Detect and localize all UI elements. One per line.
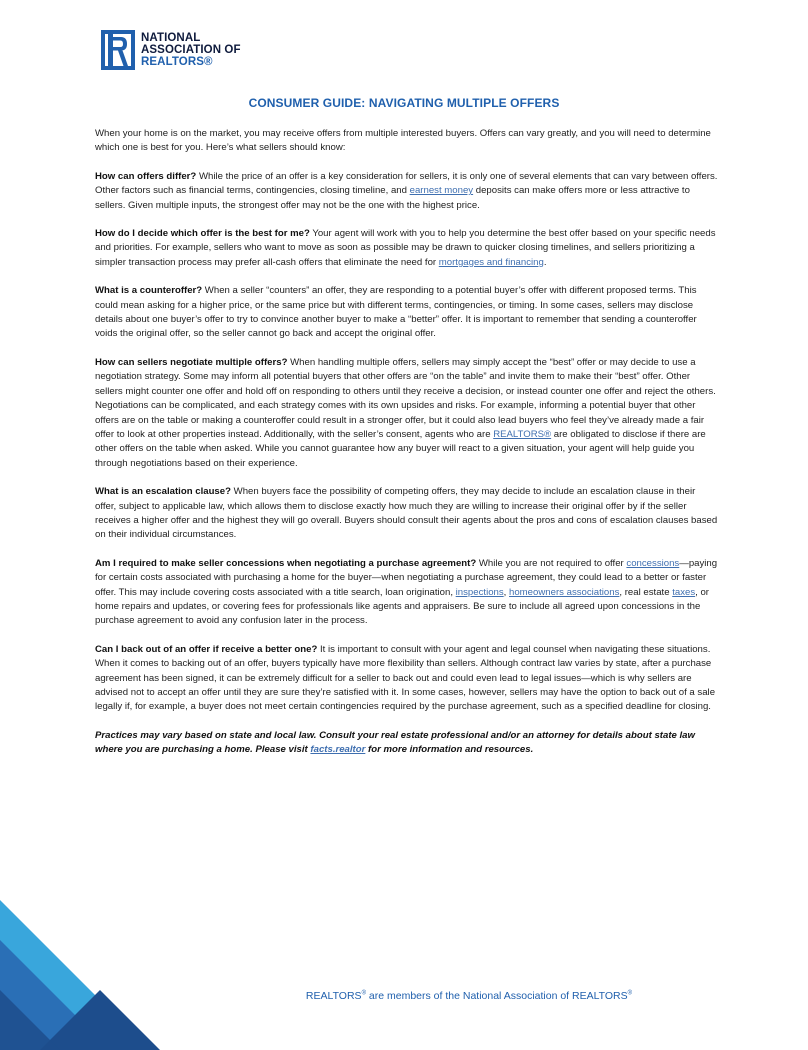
document-body [95,127,718,772]
section-text: . [543,256,547,268]
section-text: When buyers face the possibility of competing offers, they may decide to include an escalation clause in their offer, subject to applicable law, which allows them to disclose exactly how much they are willing to increase their original offer by if the seller receives a higher offer and the highest they will go overall. Buyers should consult their agents about the pros and cons of escalation clauses based on their individual circumstances. [95,486,718,541]
section-heading: How can sellers negotiate multiple offers? [95,356,288,368]
section-negotiate-multiple [95,356,718,471]
section-heading: How do I decide which offer is the best for me? [95,228,310,240]
section-text: When a seller “counters” an offer, they are responding to a potential buyer’s offer with different proposed terms. This could mean asking for a higher price, or the same price but with different terms, contingencies, or timing. In some cases, sellers may disclose details about one buyer’s offer to try to convince another buyer to make a “better” offer. It is important to remember that sending a counteroffer voids the original offer, so the seller cannot go back and accept the original offer. [95,285,697,340]
footer-text: REALTORS [305,990,362,1002]
homeowners-associations-link[interactable]: homeowners associations [509,586,620,598]
section-text: While the price of an offer is a key consideration for sellers, it is only one of several elements that can vary between offers. Other factors such as financial terms, contingencies, closing timeline, and [95,170,718,197]
section-text: deposits can make offers more or less attractive to sellers. Given multiple inputs, the strongest offer may not be the one with the highest price. [95,185,690,211]
section-text: , or home repairs and updates, or covering fees for professionals like agents and appraisers. Be sure to include all agreed upon concessions in the purchase agreement to avoid any confusion later in the process. [95,586,710,627]
inspections-link[interactable]: inspections [455,586,504,598]
section-text: —paying for certain costs associated with purchasing a home for the buyer—when negotiating a purchase agreement, they could lead to a better or faster offer. This may include covering costs associated with a title search, loan origination, [95,557,718,598]
footer-note [0,990,808,1002]
disclaimer-text: Practices may vary based on state and local law. Consult your real estate professional and/or an attorney for details about state law where you are purchasing a home. Please visit [95,729,695,756]
section-heading: Am I required to make seller concessions when negotiating a purchase agreement? [95,557,477,569]
section-offers-differ [95,170,718,213]
section-heading: What is a counteroffer? [95,285,203,297]
section-heading: What is an escalation clause? [95,486,231,498]
intro-paragraph: When your home is on the market, you may receive offers from multiple interested buyers. Offers can vary greatly, and you will need to determine which one is best for you. Here’s what sellers should know: [95,128,711,154]
section-text: While you are not required to offer [476,557,627,569]
mortgages-financing-link[interactable]: mortgages and financing [438,256,544,268]
section-back-out [95,643,718,715]
footer-text: are members of the National Association of REALTORS [365,990,628,1002]
logo-line-2: ASSOCIATION OF [141,44,241,56]
footer-registered-mark: ® [361,990,366,997]
nar-logo [101,29,241,71]
section-text: , [503,586,510,598]
section-seller-concessions [95,557,718,629]
section-best-offer [95,227,718,270]
disclaimer [95,729,718,758]
section-heading: How can offers differ? [95,170,197,182]
section-text: When handling multiple offers, sellers may simply accept the “best” offer or may decide to use a negotiation strategy. Some may inform all potential buyers that other offers are “on the table” and invite them to make their “best” offer. Other sellers might counter one offer and hold off on responding to others until they receive a decision, or instead counter one offer and reject the others. Negotiations can be complicated, and each strategy comes with its own upsides and risks. For example, informing a potential buyer that other offers are on the table or making a counteroffer could result in a stronger offer, but it could also lead buyers who feel they’ve already made a fair offer to look at other properties instead. Additionally, with the seller’s consent, agents who are [95,356,716,440]
section-escalation-clause [95,485,718,543]
section-text: Your agent will work with you to help you determine the best offer based on your specific needs and priorities. For example, sellers who want to move as soon as possible may be drawn to quicker closing timelines, and sellers prioritizing a simpler transaction process may prefer all-cash offers that eliminate the need for [95,228,716,268]
section-counteroffer [95,284,718,342]
section-text: It is important to consult with your agent and legal counsel when navigating these situations. When it comes to backing out of an offer, buyers typically have more flexibility than sellers. Although contract law varies by state, after a purchase agreement has been signed, it can be extremely difficult for a seller to back out and could even lead to legal issues—which is why sellers are advised not to accept an offer until they are sure they’re satisfied with it. In some cases, however, sellers may have the option to back out of a sale legally if, for example, a buyer does not meet certain contingencies required by the purchase agreement, such as a specified deadline for closing. [95,643,716,713]
corner-triangles-decoration [0,880,170,1050]
earnest-money-link[interactable]: earnest money [409,185,474,197]
taxes-link[interactable]: taxes [672,586,696,598]
logo-line-3: REALTORS® [141,56,213,68]
section-text: , real estate [619,586,673,598]
section-heading: Can I back out of an offer if receive a better one? [95,643,318,655]
logo-line-1: NATIONAL [141,32,201,44]
facts-realtor-link[interactable]: facts.realtor [310,744,366,756]
logo-wordmark [141,32,241,68]
disclaimer-text: for more information and resources. [365,744,534,756]
page-title: CONSUMER GUIDE: NAVIGATING MULTIPLE OFFERS [248,96,560,110]
footer-registered-mark: ® [627,990,633,997]
realtors-link[interactable]: REALTORS® [493,428,552,440]
realtor-r-logo-icon [101,30,135,70]
concessions-link[interactable]: concessions [626,557,680,569]
section-text: are obligated to disclose if there are other offers on the table when asked. While you cannot guarantee how any buyer will react to a given situation, your agent will help guide you through negotiations based on their experience. [95,428,706,469]
